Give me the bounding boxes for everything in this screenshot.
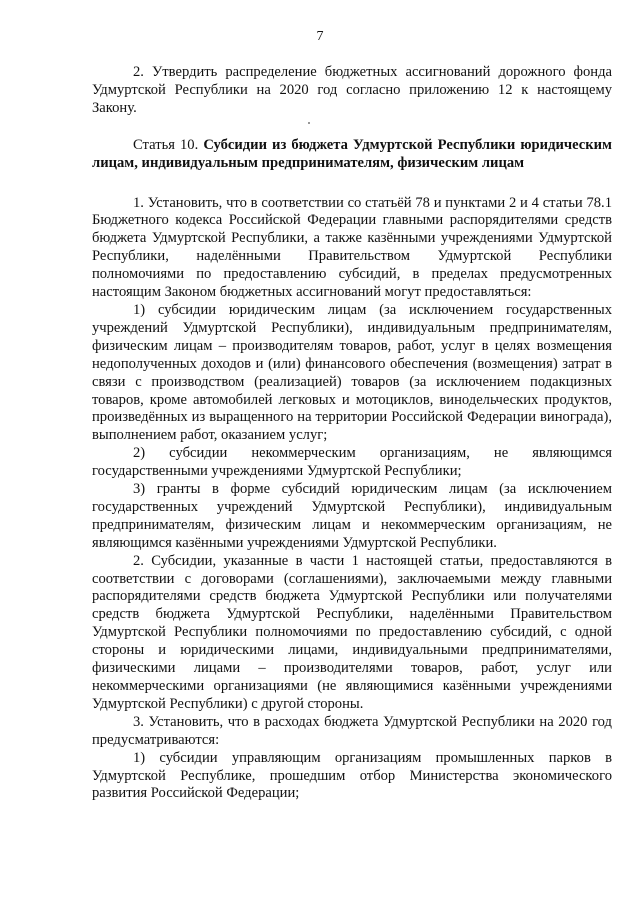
article-heading: [92, 137, 612, 173]
document-body: [92, 64, 612, 803]
paragraph-part-3: 3. Установить, что в расходах бюджета Удмуртской Республики на 2020 год предусматриваются:: [92, 713, 612, 748]
paragraph-part-2: 2. Субсидии, указанные в части 1 настоящей статьи, предоставляются в соответствии с договорами (соглашениями), заключаемыми между главными распорядителями средств бюджета Удмуртской Республики или получателями средств бюджета Удмуртской Республики, наделёнными Правительством Удмуртской Республики полномочиями по предоставлению субсидий, с одной стороны и юридическими лицами, индивидуальными предпринимателями, физическими лицами – производителями товаров, работ, услуг или некоммерческими организациями (не являющимися казёнными учреждениями Удмуртской Республики) с другой стороны.: [92, 552, 612, 712]
article-title: Субсидии из бюджета Удмуртской Республики юридическим лицам, индивидуальным предпринимателям, физическим лицам: [92, 136, 612, 171]
paragraph-item-1-2: 2) субсидии некоммерческим организациям, не являющимся государственными учреждениями Удмуртской Республики;: [92, 445, 612, 480]
paragraph-item-1-1: 1) субсидии юридическим лицам (за исключением государственных учреждений Удмуртской Республики), индивидуальным предпринимателям, физическим лицам – производителям товаров, работ, услуг в целях возмещения недополученных доходов и (или) финансового обеспечения (возмещения) затрат в связи с производством (реализацией) товаров (за исключением подакцизных товаров, кроме автомобилей легковых и мотоциклов, винодельческих продуктов, произведённых из выращенного на территории Российской Федерации винограда), выполнением работ, оказанием услуг;: [92, 301, 612, 444]
paragraph-approve-distribution: 2. Утвердить распределение бюджетных ассигнований дорожного фонда Удмуртской Республики на 2020 год согласно приложению 12 к настоящему Закону.: [92, 64, 612, 116]
paragraph-part-1: 1. Установить, что в соответствии со статьёй 78 и пунктами 2 и 4 статьи 78.1 Бюджетного кодекса Российской Федерации главными распорядителями средств бюджета Удмуртской Республики, а также казёнными учреждениями Удмуртской Республики, наделёнными Правительством Удмуртской Республики полномочиями по предоставлению субсидий, в пределах предусмотренных настоящим Законом бюджетных ассигнований могут предоставляться:: [92, 194, 612, 301]
page-number: 7: [316, 29, 324, 44]
article-label: Статья 10.: [133, 136, 199, 153]
paragraph-item-1-3: 3) гранты в форме субсидий юридическим лицам (за исключением государственных учреждений Удмуртской Республики), индивидуальным предпринимателям, физическим лицам и некоммерческим организациям, не являющимся казёнными учреждениями Удмуртской Республики.: [92, 481, 612, 551]
paragraph-item-3-1: 1) субсидии управляющим организациям промышленных парков в Удмуртской Республике, прошедшим отбор Министерства экономического развития Российской Федерации;: [92, 749, 612, 802]
